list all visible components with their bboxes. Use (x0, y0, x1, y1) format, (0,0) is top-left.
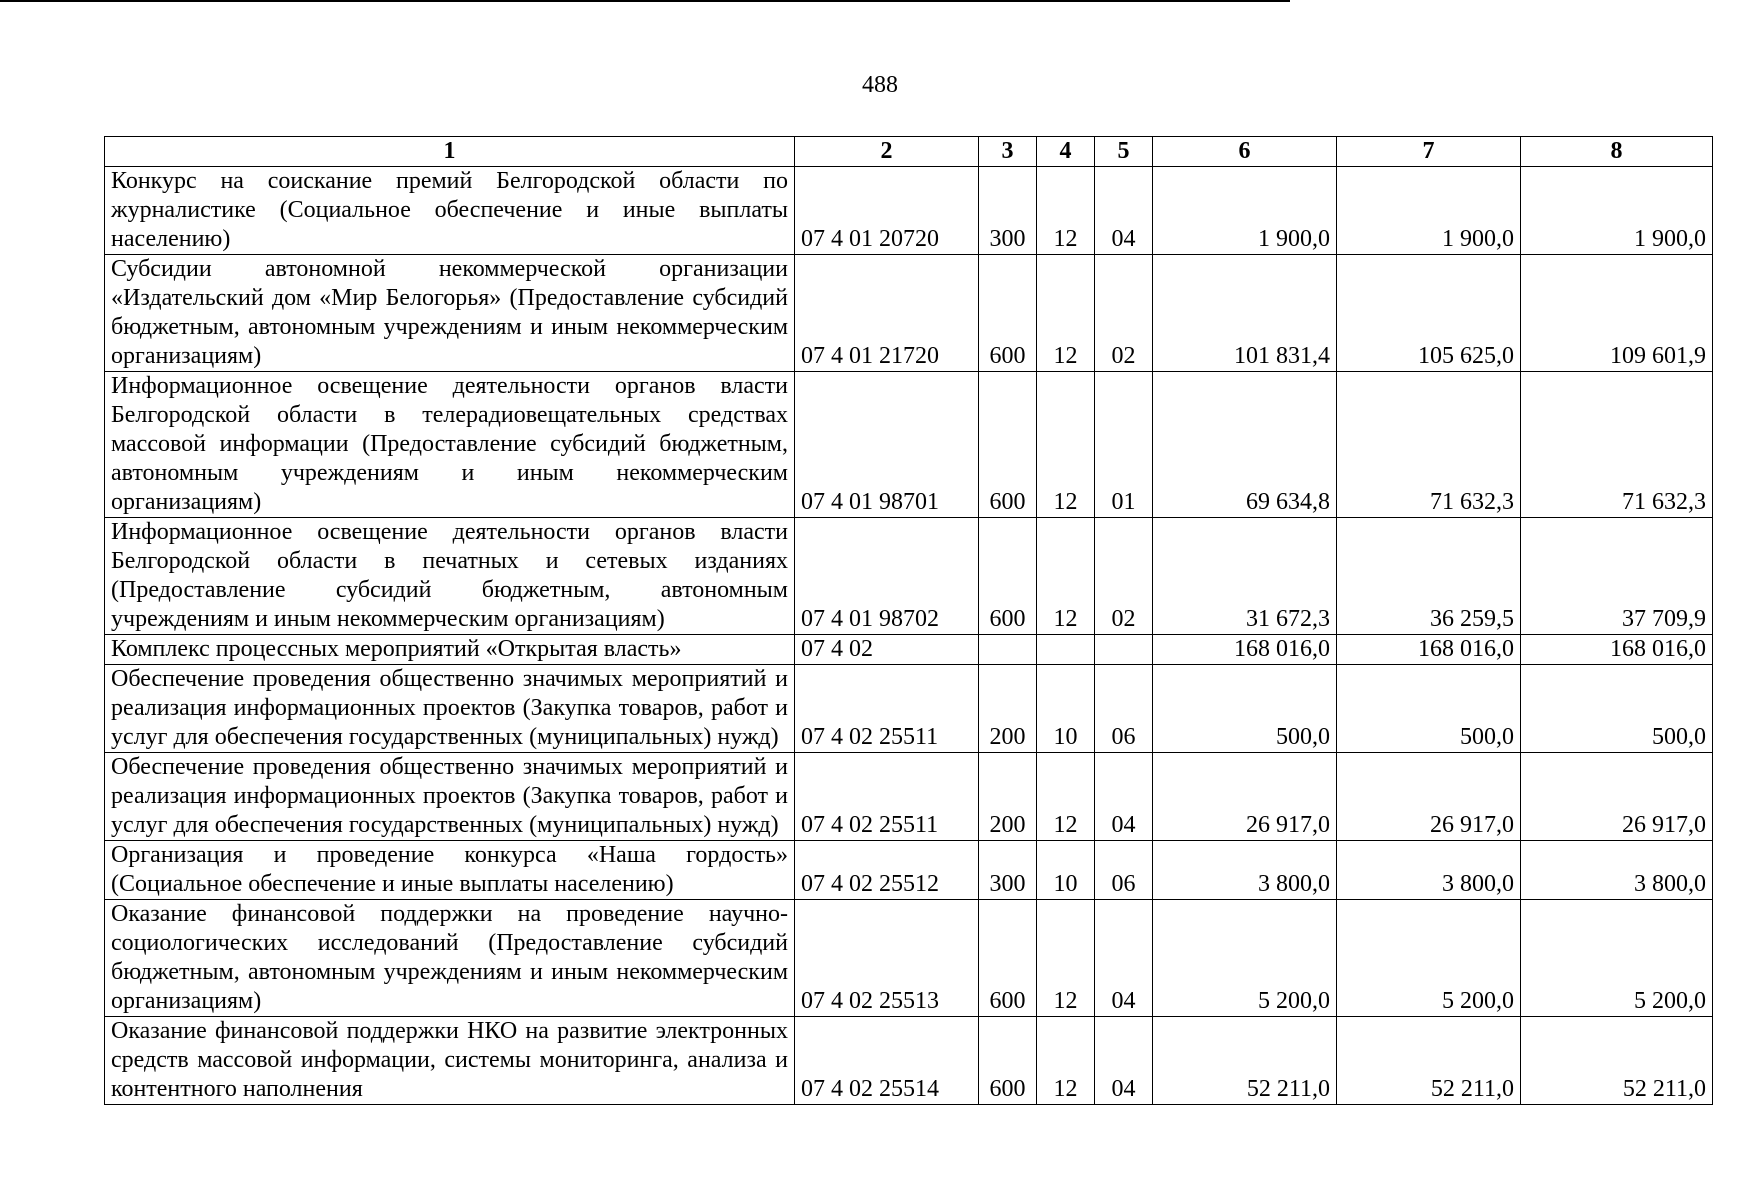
expense-type-cell: 300 (979, 167, 1037, 255)
table-row (105, 518, 1713, 635)
expense-type-cell: 600 (979, 255, 1037, 372)
header-cell: 2 (795, 137, 979, 167)
header-cell: 1 (105, 137, 795, 167)
header-cell: 5 (1095, 137, 1153, 167)
amount-cell: 36 259,5 (1337, 518, 1521, 635)
subsection-cell: 06 (1095, 841, 1153, 900)
section-cell (1037, 635, 1095, 665)
target-code-cell: 07 4 01 20720 (795, 167, 979, 255)
expense-type-cell: 200 (979, 753, 1037, 841)
section-cell: 12 (1037, 167, 1095, 255)
amount-cell: 52 211,0 (1337, 1017, 1521, 1105)
amount-cell: 168 016,0 (1521, 635, 1713, 665)
subsection-cell: 02 (1095, 518, 1153, 635)
top-rule (0, 0, 1290, 2)
table-row (105, 753, 1713, 841)
subsection-cell: 06 (1095, 665, 1153, 753)
amount-cell: 3 800,0 (1521, 841, 1713, 900)
table-row (105, 841, 1713, 900)
amount-cell: 26 917,0 (1337, 753, 1521, 841)
amount-cell: 500,0 (1337, 665, 1521, 753)
section-cell: 12 (1037, 255, 1095, 372)
amount-cell: 26 917,0 (1153, 753, 1337, 841)
section-cell: 12 (1037, 518, 1095, 635)
target-code-cell: 07 4 02 25511 (795, 665, 979, 753)
subsection-cell: 01 (1095, 372, 1153, 518)
header-cell: 6 (1153, 137, 1337, 167)
amount-cell: 168 016,0 (1337, 635, 1521, 665)
amount-cell: 1 900,0 (1153, 167, 1337, 255)
description-cell: Информационное освещение деятельности органов власти Белгородской области в телерадиовещательных средствах массовой информации (Предоставление субсидий бюджетным, автономным учреждениям и иным некоммерческим организациям) (105, 372, 795, 518)
amount-cell: 1 900,0 (1337, 167, 1521, 255)
section-cell: 12 (1037, 1017, 1095, 1105)
description-cell: Оказание финансовой поддержки на проведение научно-социологических исследований (Предоставление субсидий бюджетным, автономным учреждениям и иным некоммерческим организациям) (105, 900, 795, 1017)
amount-cell: 52 211,0 (1153, 1017, 1337, 1105)
amount-cell: 101 831,4 (1153, 255, 1337, 372)
header-cell: 3 (979, 137, 1037, 167)
header-cell: 8 (1521, 137, 1713, 167)
header-cell: 4 (1037, 137, 1095, 167)
table-row (105, 665, 1713, 753)
page-number: 488 (862, 72, 898, 98)
subsection-cell (1095, 635, 1153, 665)
amount-cell: 71 632,3 (1337, 372, 1521, 518)
description-cell: Комплекс процессных мероприятий «Открытая власть» (105, 635, 795, 665)
description-cell: Конкурс на соискание премий Белгородской области по журналистике (Социальное обеспечение и иные выплаты населению) (105, 167, 795, 255)
table-row (105, 372, 1713, 518)
expense-type-cell: 200 (979, 665, 1037, 753)
expense-type-cell: 600 (979, 1017, 1037, 1105)
amount-cell: 71 632,3 (1521, 372, 1713, 518)
amount-cell: 37 709,9 (1521, 518, 1713, 635)
section-cell: 12 (1037, 372, 1095, 518)
amount-cell: 500,0 (1153, 665, 1337, 753)
amount-cell: 5 200,0 (1337, 900, 1521, 1017)
subsection-cell: 04 (1095, 167, 1153, 255)
amount-cell: 26 917,0 (1521, 753, 1713, 841)
target-code-cell: 07 4 02 (795, 635, 979, 665)
header-row (105, 137, 1713, 167)
amount-cell: 3 800,0 (1337, 841, 1521, 900)
amount-cell: 31 672,3 (1153, 518, 1337, 635)
expense-type-cell: 600 (979, 372, 1037, 518)
amount-cell: 1 900,0 (1521, 167, 1713, 255)
amount-cell: 109 601,9 (1521, 255, 1713, 372)
expense-type-cell: 300 (979, 841, 1037, 900)
target-code-cell: 07 4 02 25511 (795, 753, 979, 841)
expense-type-cell: 600 (979, 518, 1037, 635)
description-cell: Информационное освещение деятельности органов власти Белгородской области в печатных и сетевых изданиях (Предоставление субсидий бюджетным, автономным учреждениям и иным некоммерческим организациям) (105, 518, 795, 635)
amount-cell: 5 200,0 (1153, 900, 1337, 1017)
target-code-cell: 07 4 01 21720 (795, 255, 979, 372)
amount-cell: 52 211,0 (1521, 1017, 1713, 1105)
section-cell: 10 (1037, 665, 1095, 753)
subsection-cell: 04 (1095, 753, 1153, 841)
target-code-cell: 07 4 01 98702 (795, 518, 979, 635)
description-cell: Организация и проведение конкурса «Наша гордость» (Социальное обеспечение и иные выплаты населению) (105, 841, 795, 900)
subsection-cell: 02 (1095, 255, 1153, 372)
description-cell: Обеспечение проведения общественно значимых мероприятий и реализация информационных проектов (Закупка товаров, работ и услуг для обеспечения государственных (муниципальных) нужд) (105, 665, 795, 753)
amount-cell: 500,0 (1521, 665, 1713, 753)
amount-cell: 5 200,0 (1521, 900, 1713, 1017)
target-code-cell: 07 4 02 25513 (795, 900, 979, 1017)
section-cell: 12 (1037, 753, 1095, 841)
subsection-cell: 04 (1095, 900, 1153, 1017)
expense-type-cell: 600 (979, 900, 1037, 1017)
subsection-cell: 04 (1095, 1017, 1153, 1105)
target-code-cell: 07 4 02 25514 (795, 1017, 979, 1105)
description-cell: Оказание финансовой поддержки НКО на развитие электронных средств массовой информации, системы мониторинга, анализа и контентного наполнения (105, 1017, 795, 1105)
description-cell: Обеспечение проведения общественно значимых мероприятий и реализация информационных проектов (Закупка товаров, работ и услуг для обеспечения государственных (муниципальных) нужд) (105, 753, 795, 841)
table-row (105, 900, 1713, 1017)
table-row (105, 1017, 1713, 1105)
table-row (105, 255, 1713, 372)
expense-type-cell (979, 635, 1037, 665)
amount-cell: 105 625,0 (1337, 255, 1521, 372)
section-cell: 10 (1037, 841, 1095, 900)
amount-cell: 69 634,8 (1153, 372, 1337, 518)
table-row (105, 167, 1713, 255)
table-body (105, 167, 1713, 1105)
target-code-cell: 07 4 02 25512 (795, 841, 979, 900)
section-cell: 12 (1037, 900, 1095, 1017)
table-row (105, 635, 1713, 665)
header-cell: 7 (1337, 137, 1521, 167)
budget-table (104, 136, 1713, 1105)
description-cell: Субсидии автономной некоммерческой организации «Издательский дом «Мир Белогорья» (Предоставление субсидий бюджетным, автономным учреждениям и иным некоммерческим организациям) (105, 255, 795, 372)
amount-cell: 168 016,0 (1153, 635, 1337, 665)
target-code-cell: 07 4 01 98701 (795, 372, 979, 518)
amount-cell: 3 800,0 (1153, 841, 1337, 900)
